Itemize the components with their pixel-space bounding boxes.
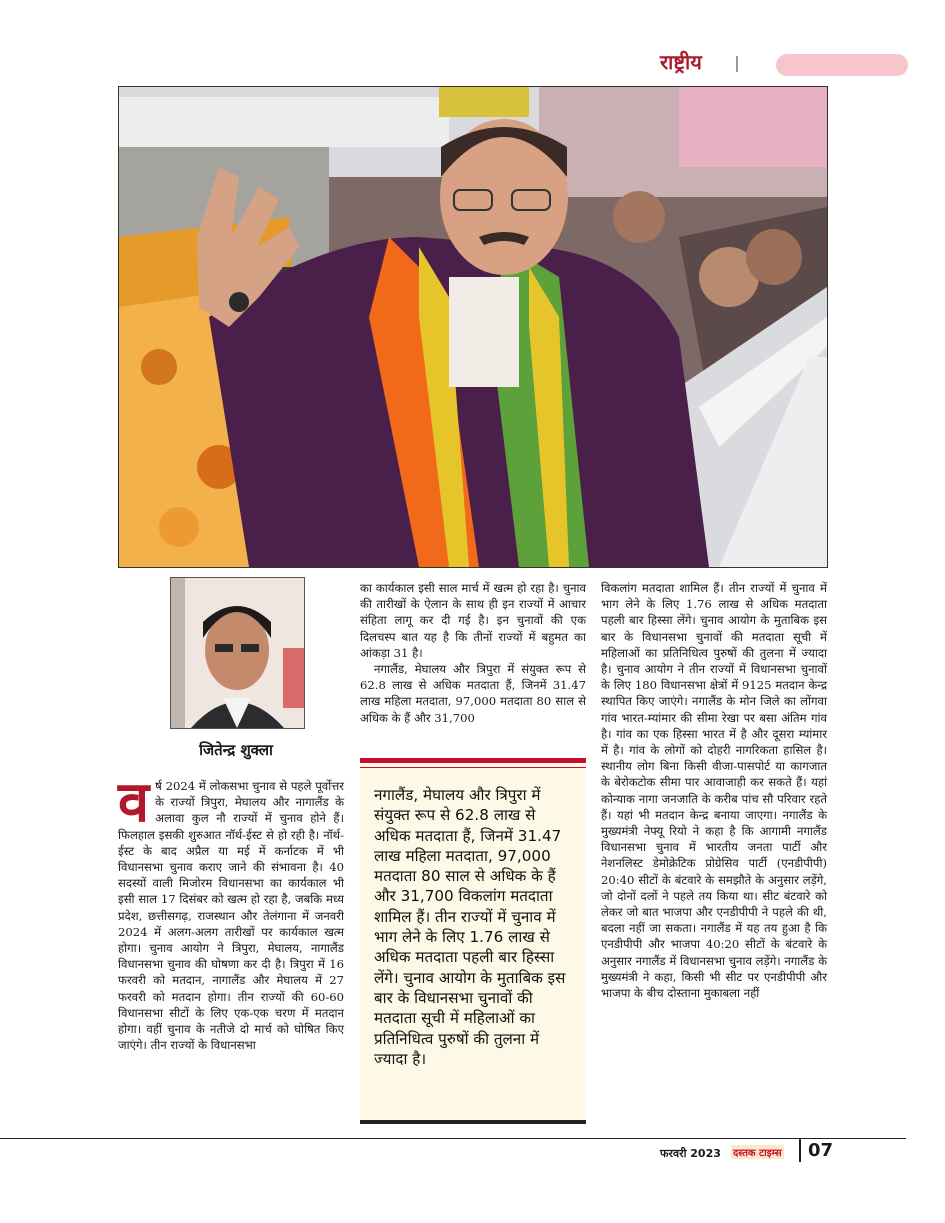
footer-brand-logo: दस्तक टाइम्स [731,1145,784,1159]
pull-quote-text: नगालैंड, मेघालय और त्रिपुरा में संयुक्त रूप से 62.8 लाख से अधिक मतदाता हैं, जिनमें 31.47 लाख महिला मतदाता, 97,000 मतदाता 80 साल से अधिक के हैं और 31,700 विकलांग मतदाता शामिल हैं। तीन राज्यों में चुनाव में भाग लेने के लिए 1.76 लाख से अधिक मतदाता पहली बार हिस्सा लेंगे। चुनाव आयोग के मुताबिक इस बार के विधानसभा चुनावों की मतदाता सूची में महिलाओं का प्रतिनिधित्व पुरुषों की तुलना में ज्यादा है। [374,786,566,1068]
article-paragraph: र्ष 2024 में लोकसभा चुनाव से पहले पूर्वोत्तर के राज्यों त्रिपुरा, मेघालय और नागालैंड के अलावा कुल नौ राज्यों में चुनाव होने हैं। फिलहाल इसकी शुरुआत नॉर्थ-ईस्ट से हो रही है। नॉर्थ-ईस्ट के बाद अप्रैल या मई में कर्नाटक में भी विधानसभा चुनाव कराए जाने की संभावना है। 40 सदस्यों वाली मिजोरम विधानसभा का कार्यकाल भी इसी साल 17 दिसंबर को खत्म हो रहा है, जबकि मध्य प्रदेश, छत्तीसगढ़, राजस्थान और तेलंगाना में जनवरी 2024 में अलग-अलग तारीखों पर कार्यकाल खत्म होगा। चुनाव आयोग ने त्रिपुरा, मेघालय, नागालैंड विधानसभा चुनाव की घोषणा कर दी है। त्रिपुरा में 16 फरवरी को मतदान, नागालैंड और मेघालय में 27 फरवरी को मतदान होगा। तीन राज्यों की 60-60 विधानसभा सीटों के लिए एक-एक चरण में मतदान होगा। वहीं चुनाव के नतीजे दो मार्च को घोषित किए जाएंगे। तीन राज्यों के विधानसभा [118,779,344,1053]
article-paragraph: नगालैंड, मेघालय और त्रिपुरा में संयुक्त रूप से 62.8 लाख से अधिक मतदाता हैं, जिनमें 31.47 लाख महिला मतदाता, 97,000 मतदाता 80 साल से अधिक के हैं और 31,700 [360,662,586,725]
author-name: जितेन्द्र शुक्ला [199,741,273,759]
footer-divider [799,1138,801,1162]
section-label: राष्ट्रीय [660,50,702,74]
section-header [640,46,910,80]
page-number: 07 [808,1140,834,1161]
article-column-2 [360,580,586,726]
section-pill [776,54,908,76]
footer-rule [0,1138,906,1139]
pull-quote [360,758,586,1124]
lead-photo [118,86,828,568]
article-column-3 [601,580,827,1001]
article-paragraph: का कार्यकाल इसी साल मार्च में खत्म हो रहा है। चुनाव की तारीखों के ऐलान के साथ ही इन राज्यों में आचार संहिता लागू कर दी गई है। इन चुनावों की एक दिलचस्प बात यह है कि तीनों राज्यों में बहुमत का आंकड़ा 31 है। [360,581,586,660]
article-paragraph: विकलांग मतदाता शामिल हैं। तीन राज्यों में चुनाव में भाग लेने के लिए 1.76 लाख से अधिक मतदाता पहली बार हिस्सा लेंगे। चुनाव आयोग के मुताबिक इस बार के विधानसभा चुनावों की मतदाता सूची में महिलाओं का प्रतिनिधित्व पुरुषों की तुलना में ज्यादा है। चुनाव आयोग ने तीन राज्यों में विधानसभा चुनावों के लिए 180 विधानसभा क्षेत्रों में 9125 मतदान केन्द्र स्थापित किए जाएंगे। नगालैंड के मोन जिले का लोंगवा गांव भारत-म्यांमार की सीमा रेखा पर बसा अंतिम गांव है। गांव का एक हिस्सा भारत में है और दूसरा म्यांमार में है। गांव के लोगों को दोहरी नागरिकता हासिल है। स्थानीय लोग बिना किसी वीजा-पासपोर्ट या कागजात के बेरोकटोक सीमा पार आवाजाही कर सकते हैं। यहां कोन्याक नागा जनजाति के करीब पांच सौ परिवार रहते हैं। यहां भी मतदान केन्द्र बनाया जाएगा। नगालैंड के मुख्यमंत्री नेफ्यू रियो ने कहा है कि आगामी नगालैंड विधानसभा चुनाव में भारतीय जनता पार्टी और नेशनलिस्ट डेमोक्रेटिक प्रोग्रेसिव पार्टी (एनडीपीपी) 20:40 सीटों के बंटवारे के समझौते के अनुसार लड़ेंगे, जो दोनों दलों ने पहले तय किया था। सीट बंटवारे को लेकर जो बात भाजपा और एनडीपीपी ने पहले की थी, बदला नहीं जा सकता। नगालैंड में यह तय हुआ है कि एनडीपीपी और भाजपा 40:20 सीटों के बंटवारे के अनुसार नगालैंड में विधानसभा चुनाव लड़ेंगे। नगालैंड के मुख्यमंत्री ने कहा, किसी भी सीट पर एनडीपीपी और भाजपा के बीच दोस्ताना मुकाबला नहीं [601,581,827,1001]
article-column-1 [118,770,344,1053]
footer-date: फरवरी 2023 [660,1147,721,1160]
author-photo [170,577,305,729]
section-divider [736,56,738,72]
drop-cap: व [118,770,150,835]
